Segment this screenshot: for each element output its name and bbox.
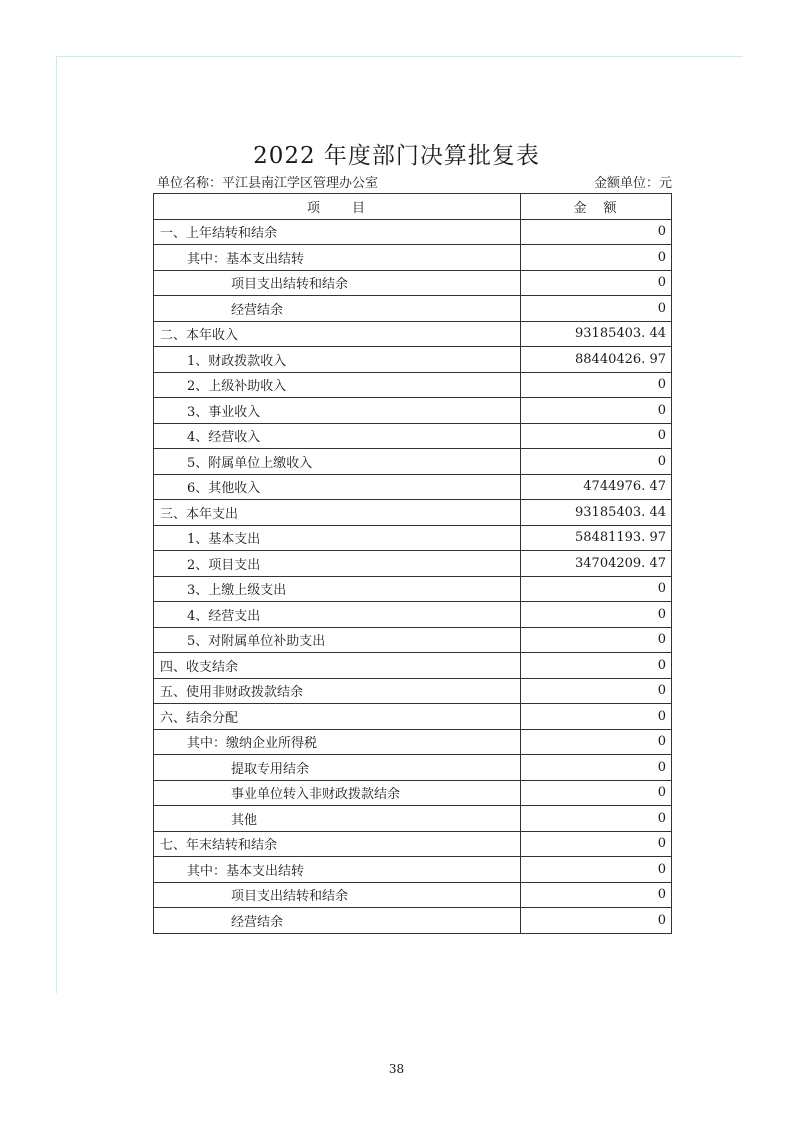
row-item-label: 4、经营支出 (154, 602, 521, 628)
row-amount: 88440426. 97 (521, 347, 672, 373)
table-row (154, 857, 672, 883)
budget-approval-table (153, 193, 672, 934)
row-item-label: 5、附属单位上缴收入 (154, 449, 521, 475)
row-item-label: 3、事业收入 (154, 398, 521, 424)
row-amount: 0 (521, 602, 672, 628)
table-row (154, 806, 672, 832)
row-amount: 0 (521, 678, 672, 704)
table-row (154, 755, 672, 781)
row-amount: 0 (521, 806, 672, 832)
table-row (154, 321, 672, 347)
table-row (154, 372, 672, 398)
row-item-label: 4、经营收入 (154, 423, 521, 449)
row-item-label: 其他 (154, 806, 521, 832)
unit-name: 单位名称：平江县南江学区管理办公室 (157, 176, 379, 191)
row-amount: 0 (521, 296, 672, 322)
table-header-row (154, 194, 672, 220)
row-item-label: 2、项目支出 (154, 551, 521, 577)
page-number: 38 (388, 1062, 405, 1076)
table-row (154, 602, 672, 628)
row-item-label: 1、基本支出 (154, 525, 521, 551)
row-amount: 0 (521, 857, 672, 883)
row-amount: 0 (521, 219, 672, 245)
row-item-label: 其中：缴纳企业所得税 (154, 729, 521, 755)
table-row (154, 627, 672, 653)
row-item-label: 5、对附属单位补助支出 (154, 627, 521, 653)
row-amount: 0 (521, 245, 672, 271)
row-item-label: 项目支出结转和结余 (154, 270, 521, 296)
table-row (154, 296, 672, 322)
table-row (154, 219, 672, 245)
row-item-label: 三、本年支出 (154, 500, 521, 526)
row-item-label: 6、其他收入 (154, 474, 521, 500)
row-amount: 0 (521, 653, 672, 679)
row-amount: 0 (521, 729, 672, 755)
table-row (154, 347, 672, 373)
row-amount: 0 (521, 576, 672, 602)
row-item-label: 四、收支结余 (154, 653, 521, 679)
row-amount: 93185403. 44 (521, 321, 672, 347)
row-amount: 0 (521, 704, 672, 730)
table-row (154, 704, 672, 730)
row-item-label: 提取专用结余 (154, 755, 521, 781)
table-row (154, 423, 672, 449)
document-title: 2022 年度部门决算批复表 (253, 143, 540, 169)
row-item-label: 其中：基本支出结转 (154, 857, 521, 883)
row-amount: 0 (521, 372, 672, 398)
table-row (154, 525, 672, 551)
row-amount: 0 (521, 908, 672, 934)
table-row (154, 500, 672, 526)
row-amount: 34704209. 47 (521, 551, 672, 577)
table-row (154, 576, 672, 602)
table-row (154, 729, 672, 755)
table-row (154, 449, 672, 475)
table-row (154, 653, 672, 679)
table-row (154, 398, 672, 424)
item-column-header: 项 目 (154, 194, 521, 220)
row-amount: 0 (521, 780, 672, 806)
table-row (154, 882, 672, 908)
table-row (154, 474, 672, 500)
row-item-label: 六、结余分配 (154, 704, 521, 730)
row-item-label: 项目支出结转和结余 (154, 882, 521, 908)
table-row (154, 831, 672, 857)
table-row (154, 551, 672, 577)
row-amount: 0 (521, 831, 672, 857)
row-amount: 0 (521, 755, 672, 781)
row-item-label: 二、本年收入 (154, 321, 521, 347)
row-amount: 93185403. 44 (521, 500, 672, 526)
row-item-label: 其中：基本支出结转 (154, 245, 521, 271)
table-row (154, 270, 672, 296)
row-item-label: 五、使用非财政拨款结余 (154, 678, 521, 704)
table-row (154, 245, 672, 271)
row-amount: 0 (521, 627, 672, 653)
row-item-label: 经营结余 (154, 908, 521, 934)
row-amount: 0 (521, 882, 672, 908)
row-item-label: 经营结余 (154, 296, 521, 322)
table-row (154, 780, 672, 806)
row-amount: 0 (521, 449, 672, 475)
table-row (154, 908, 672, 934)
row-amount: 0 (521, 398, 672, 424)
table-row (154, 678, 672, 704)
row-item-label: 3、上缴上级支出 (154, 576, 521, 602)
row-item-label: 1、财政拨款收入 (154, 347, 521, 373)
row-item-label: 事业单位转入非财政拨款结余 (154, 780, 521, 806)
row-amount: 0 (521, 270, 672, 296)
row-amount: 4744976. 47 (521, 474, 672, 500)
amount-unit: 金额单位：元 (593, 176, 672, 191)
row-item-label: 七、年末结转和结余 (154, 831, 521, 857)
row-amount: 0 (521, 423, 672, 449)
row-amount: 58481193. 97 (521, 525, 672, 551)
amount-column-header: 金 额 (521, 194, 672, 220)
row-item-label: 一、上年结转和结余 (154, 219, 521, 245)
row-item-label: 2、上级补助收入 (154, 372, 521, 398)
table-body (154, 219, 672, 933)
